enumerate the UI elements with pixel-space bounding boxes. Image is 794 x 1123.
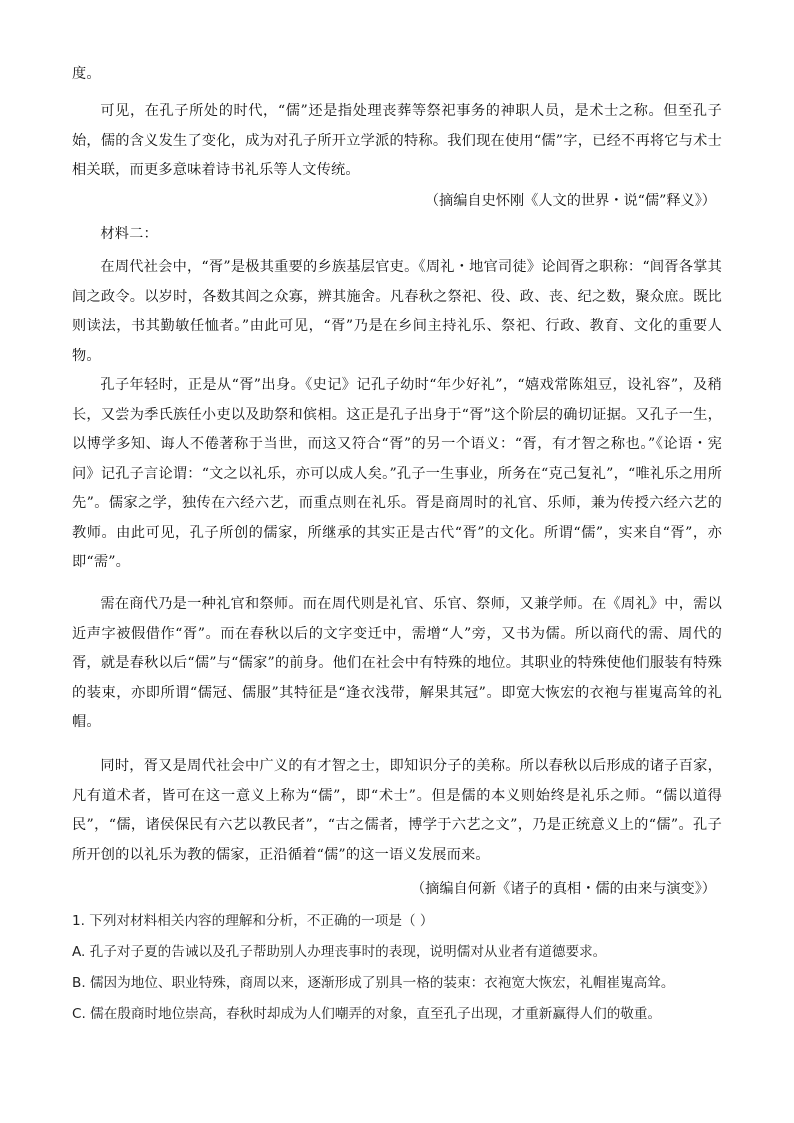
option-c: C. 儒在殷商时地位崇高，春秋时却成为人们嘲弄的对象，直至孔子出现，才重新赢得人们的敬重。: [72, 1006, 662, 1022]
paragraph-confucius-era: 可见，在孔子所处的时代，“儒”还是指处理丧葬等祭祀事务的神职人员，是术士之称。但至孔子始，儒的含义发生了变化，成为对孔子所开立学派的特称。我们现在使用“儒”字，已经不再将它与术士相关联，而更多意味着诗书礼乐等人文传统。: [72, 103, 722, 178]
source-citation-1: （摘编自史怀刚《人文的世界・说“儒”释义》）: [424, 193, 716, 209]
option-a: A. 孔子对子夏的告诫以及孔子帮助别人办理丧事时的表现，说明儒对从业者有道德要求。: [72, 944, 607, 960]
source-citation-2: （摘编自何新《诸子的真相・儒的由来与演变》）: [410, 881, 716, 897]
option-b: B. 儒因为地位、职业特殊，商周以来，逐渐形成了别具一格的装束：衣袍宽大恢宏，礼帽崔嵬高耸。: [72, 975, 675, 991]
paragraph-xu-official: 在周代社会中，“胥”是极其重要的乡族基层官吏。《周礼・地官司徒》论闾胥之职称：“闾胥各掌其闾之政令。以岁时，各数其闾之众寡，辨其施舍。凡春秋之祭祀、役、政、丧、纪之数，聚众庶。既比则读法，书其勤敏任恤者。”由此可见，“胥”乃是在乡间主持礼乐、祭祀、行政、教育、文化的重要人物。: [72, 259, 722, 364]
paragraph-xu-shang-dynasty: 需在商代乃是一种礼官和祭师。而在周代则是礼官、乐官、祭师，又兼学师。在《周礼》中，需以近声字被假借作“胥”。而在春秋以后的文字变迁中，需增“人”旁，又书为儒。所以商代的需、周代的胥，就是春秋以后“儒”与“儒家”的前身。他们在社会中有特殊的地位。其职业的特殊使他们服装有特殊的装束，亦即所谓“儒冠、儒服”其特征是“逢衣浅带，解果其冠”。即宽大恢宏的衣袍与崔嵬高耸的礼帽。: [72, 596, 722, 730]
material-two-heading: 材料二：: [100, 226, 158, 242]
question-stem: 1. 下列对材料相关内容的理解和分析，不正确的一项是（ ）: [72, 913, 434, 929]
paragraph-confucius-youth: 孔子年轻时，正是从“胥”出身。《史记》记孔子幼时“年少好礼”，“嬉戏常陈俎豆，设礼容”，及稍长，又尝为季氏族任小吏以及助祭和傧相。这正是孔子出身于“胥”这个阶层的确切证据。又孔子一生，以博学多知、诲人不倦著称于当世，而这又符合“胥”的另一个语义：“胥，有才智之称也。”《论语・宪问》记孔子言论谓：“文之以礼乐，亦可以成人矣。”孔子一生事业，所务在“克己复礼”，“唯礼乐之用所先”。儒家之学，独传在六经六艺，而重点则在礼乐。胥是商周时的礼官、乐师，兼为传授六经六艺的教师。由此可见，孔子所创的儒家，所继承的其实正是古代“胥”的文化。所谓“儒”，实来自“胥”，亦即“需”。: [72, 377, 722, 570]
paragraph-xu-scholars: 同时，胥又是周代社会中广义的有才智之士，即知识分子的美称。所以春秋以后形成的诸子百家，凡有道术者，皆可在这一意义上称为“儒”，即“术士”。但是儒的本义则始终是礼乐之师。“儒以道得民”，“儒，诸侯保民有六艺以教民者”，“古之儒者，博学于六艺之文”，乃是正统意义上的“儒”。孔子所开创的以礼乐为教的儒家，正沿循着“儒”的这一语义发展而来。: [72, 758, 722, 863]
passage-fragment-top: 度。: [72, 66, 101, 82]
